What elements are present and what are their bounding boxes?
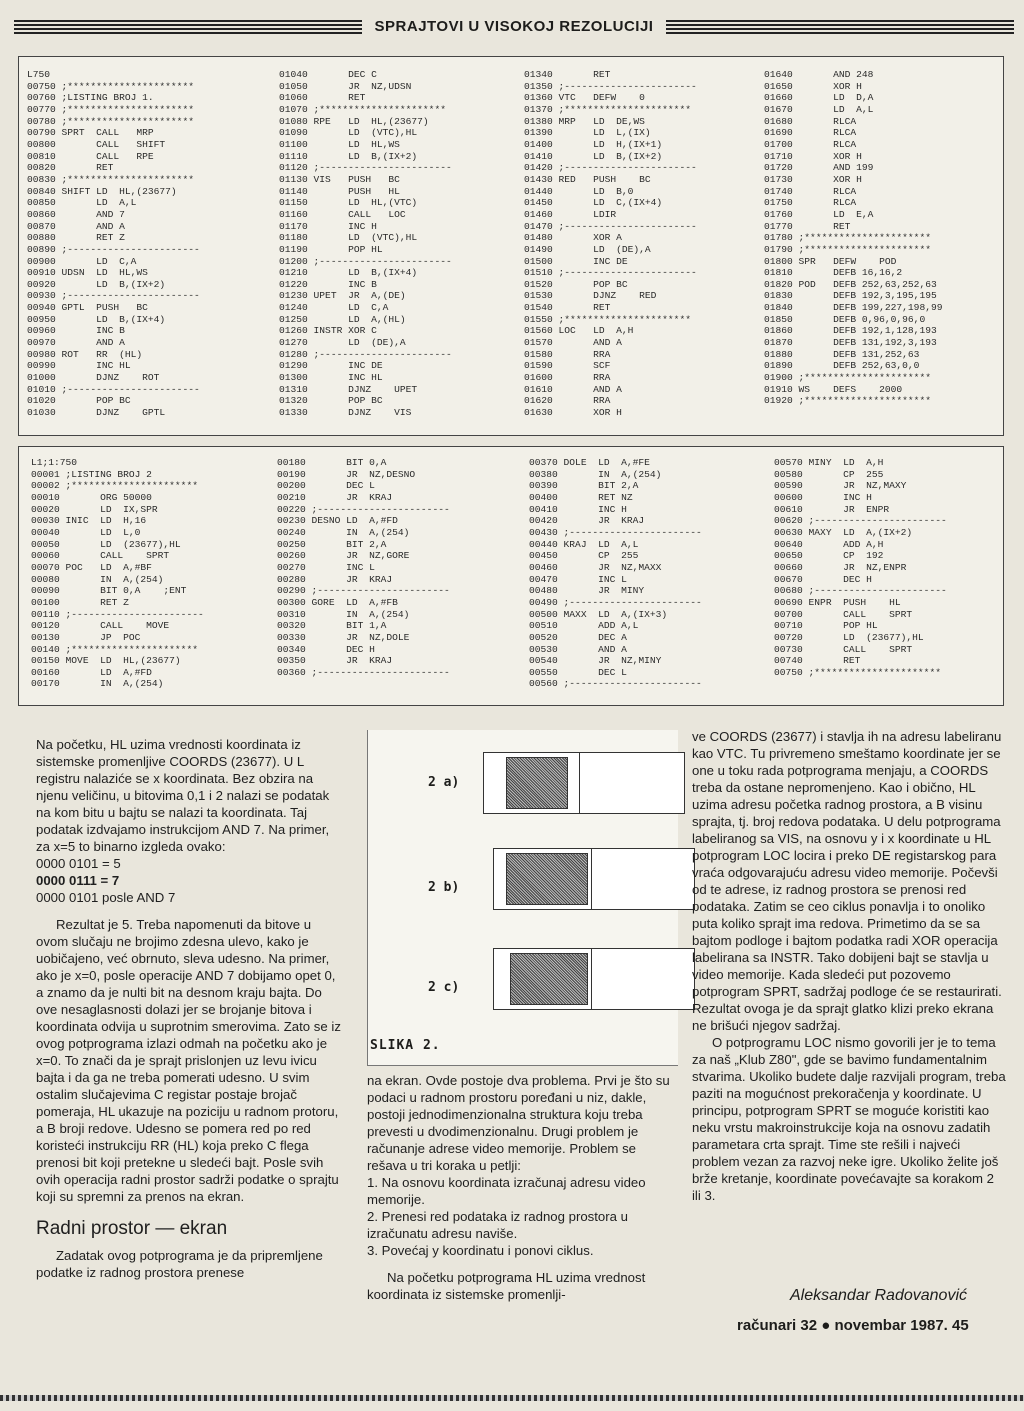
code-line: 00050 LD (23677),HL [31,538,181,550]
code-line: 01360 VTC DEFW 0 [524,92,645,104]
code-line: 01460 LDIR [524,208,617,220]
code-line: 00430 ;----------------------- [529,526,702,538]
code-line: 00790 SPRT CALL MRP [27,127,154,139]
code-line: 01050 JR NZ,UDSN [279,80,412,92]
code-line: 01690 RLCA [764,127,857,139]
code-line: 00220 ;----------------------- [277,503,450,515]
code-line: 01270 LD (DE),A [279,337,406,349]
code-line: 01210 LD B,(IX+4) [279,267,418,279]
code-line: 01580 RRA [524,348,611,360]
code-line: 00510 ADD A,L [529,620,639,632]
code-line: 01070 ;********************** [279,103,446,115]
code-line: L1;1:750 [31,457,78,468]
code-line: 00040 LD L,0 [31,526,141,538]
code-line: 01400 LD H,(IX+1) [524,138,663,150]
code-line: 00130 JP POC [31,631,141,643]
code-line: 00340 DEC H [277,643,375,655]
code-line: 00660 JR NZ,ENPR [774,561,907,573]
code-line: 00890 ;----------------------- [27,243,200,255]
code-line: 01010 ;----------------------- [27,383,200,395]
code-line: 01160 CALL LOC [279,208,406,220]
code-line: 00860 AND 7 [27,208,125,220]
code-line: 00640 ADD A,H [774,538,884,550]
article-title: SPRAJTOVI U VISOKOJ REZOLUCIJI [374,18,654,35]
code-line: 00080 IN A,(254) [31,573,164,585]
code-line: 01300 INC HL [279,372,383,384]
header-rule-left [14,20,362,34]
binary-line-bold: 0000 0111 = 7 [36,873,120,888]
code-line: 00500 MAXX LD A,(IX+3) [529,608,668,620]
code-line: 00190 JR NZ,DESNO [277,468,416,480]
listing-2-column-3 [529,457,702,690]
paragraph: Na početku, HL uzima vrednosti koordinata iz sistemske promenljive COORDS (23677). U L registru nalaziće se x koordinata. Bez obzira na njenu veličinu, u bitovima 0,1 i 2 nalazi se podatak na kom bitu u bajtu se nalazi ta koordinata. Taj podatak izdvajamo instrukcijom AND 7. Na primer, za x=5 to binarno izgleda ovako: [36,737,330,854]
code-line: 01840 DEFB 199,227,198,99 [764,302,943,314]
listing-1-column-1 [27,69,200,419]
code-line: 00540 JR NZ,MINY [529,655,662,667]
code-line: 01420 ;----------------------- [524,162,697,174]
code-line: 01020 POP BC [27,395,131,407]
code-line: 00270 INC L [277,561,375,573]
code-line: 01850 DEFB 0,96,0,96,0 [764,313,926,325]
code-line: 00002 ;********************** [31,480,198,492]
listing-1-column-4 [764,69,942,407]
code-line: 01810 DEFB 16,16,2 [764,267,903,279]
figure-slika-2 [367,730,678,1066]
code-line: 00070 POC LD A,#BF [31,561,152,573]
code-line: 01510 ;----------------------- [524,267,697,279]
code-line: 00930 ;----------------------- [27,290,200,302]
page-footer: računari 32 ● novembar 1987. 45 [737,1317,969,1334]
code-line: 00590 JR NZ,MAXY [774,480,907,492]
text-column-right [692,728,1006,1204]
code-line: 01310 DJNZ UPET [279,383,418,395]
listing-2-column-2 [277,457,450,678]
listing-2-column-4 [774,457,947,678]
list-item: 2. Prenesi red podataka iz radnog prostora u izračunatu adresu naviše. [367,1209,628,1241]
code-line: 01620 RRA [524,395,611,407]
code-line: 00780 ;********************** [27,115,194,127]
code-line: 00880 RET Z [27,232,125,244]
code-line: 01370 ;********************** [524,103,691,115]
code-line: 01900 ;********************** [764,372,931,384]
binary-line: 0000 0101 = 5 [36,856,121,871]
code-line: 00570 MINY LD A,H [774,457,884,468]
code-line: 00650 CP 192 [774,550,884,562]
code-line: 01490 LD (DE),A [524,243,651,255]
code-line: 00850 LD A,L [27,197,137,209]
list-item: 1. Na osnovu koordinata izračunaj adresu video memorije. [367,1175,646,1207]
code-line: 00960 INC B [27,325,125,337]
code-line: 00230 DESNO LD A,#FD [277,515,398,527]
text-column-middle [367,1072,679,1303]
code-line: 00280 JR KRAJ [277,573,393,585]
code-line: 00200 DEC L [277,480,375,492]
list-item: 3. Povećaj y koordinatu i ponovi ciklus. [367,1243,594,1258]
code-line: 00020 LD IX,SPR [31,503,158,515]
code-line: 01380 MRP LD DE,WS [524,115,645,127]
code-line: 00250 BIT 2,A [277,538,387,550]
code-line: 00900 LD C,A [27,255,137,267]
code-line: 00310 IN A,(254) [277,608,410,620]
code-line: 01780 ;********************** [764,232,931,244]
code-line: 00830 ;********************** [27,173,194,185]
code-line: 00210 JR KRAJ [277,491,393,503]
code-line: 00680 ;----------------------- [774,585,947,597]
code-line: 00800 CALL SHIFT [27,138,166,150]
code-line: 00750 ;********************** [27,80,194,92]
code-line: 00840 SHIFT LD HL,(23677) [27,185,177,197]
code-line: 01220 INC B [279,278,377,290]
code-line: 00010 ORG 50000 [31,491,152,503]
code-line: 00090 BIT 0,A ;ENT [31,585,187,597]
code-line: 01890 DEFB 252,63,0,0 [764,360,920,372]
code-line: 01560 LOC LD A,H [524,325,634,337]
code-line: 01880 DEFB 131,252,63 [764,348,920,360]
code-line: 00700 CALL SPRT [774,608,913,620]
code-line: 00420 JR KRAJ [529,515,645,527]
code-line: 00550 DEC L [529,666,627,678]
code-line: 00910 UDSN LD HL,WS [27,267,148,279]
listing-2-column-1 [31,457,204,690]
code-line: 00470 INC L [529,573,627,585]
paragraph: O potprogramu LOC nismo govorili jer je to tema za naš „Klub Z80", gde se bavimo fundamentalnim stvarima. Ukoliko budete dalje razvijali program, treba paziti na mogućnost prekoračenja y koordinate. U principu, potprogram SPRT se moguće koristiti kao neku vrstu makroinstrukcije koja na osnovu zadatih parametara crta sprajt. Time ste rešili i najveći problem vezan za razvoj neke igre. Ukoliko želite još brže kretanje, koordinate povećavajte sa korakom 2 ili 3. [692,1035,1006,1203]
code-line: 01390 LD L,(IX) [524,127,651,139]
figure-panel-b [493,848,695,910]
paragraph: Na početku potprograma HL uzima vrednost koordinata iz sistemske promenlji- [367,1270,646,1302]
code-line: 00600 INC H [774,491,872,503]
code-line: 00450 CP 255 [529,550,639,562]
code-line: 00750 ;********************** [774,666,941,678]
code-line: 01800 SPR DEFW POD [764,255,897,267]
binary-line: 0000 0101 posle AND 7 [36,890,176,905]
code-line: 01610 AND A [524,383,622,395]
code-line: 00390 BIT 2,A [529,480,639,492]
code-line: 00100 RET Z [31,596,129,608]
page-header [14,16,1014,42]
code-line: 00560 ;----------------------- [529,678,702,690]
code-line: 00030 INIC LD H,16 [31,515,147,527]
code-line: 00290 ;----------------------- [277,585,450,597]
code-line: 01530 DJNZ RED [524,290,657,302]
code-line: 00380 IN A,(254) [529,468,662,480]
code-line: 01120 ;----------------------- [279,162,452,174]
code-line: 01140 PUSH HL [279,185,400,197]
code-line: 01550 ;********************** [524,313,691,325]
code-line: 01040 DEC C [279,69,377,80]
code-line: 01440 LD B,0 [524,185,634,197]
listing-1-column-3 [524,69,697,419]
code-line: 01230 UPET JR A,(DE) [279,290,406,302]
code-line: 01430 RED PUSH BC [524,173,651,185]
code-line: 00580 CP 255 [774,468,884,480]
author-signature: Aleksandar Radovanović [790,1287,967,1304]
code-line: 00440 KRAJ LD A,L [529,538,639,550]
code-line: 01590 SCF [524,360,611,372]
code-line: 00870 AND A [27,220,125,232]
code-line: 00970 AND A [27,337,125,349]
code-line: 00630 MAXY LD A,(IX+2) [774,526,913,538]
code-line: 01700 RLCA [764,138,857,150]
code-line: 01280 ;----------------------- [279,348,452,360]
code-line: 00620 ;----------------------- [774,515,947,527]
code-line: 01650 XOR H [764,80,862,92]
code-line: 00520 DEC A [529,631,627,643]
code-line: 00480 JR MINY [529,585,645,597]
header-rule-right [666,20,1014,34]
code-line: 00730 CALL SPRT [774,643,913,655]
code-line: 01680 RLCA [764,115,857,127]
code-line: 01520 POP BC [524,278,628,290]
code-line: 01450 LD C,(IX+4) [524,197,663,209]
code-line: 01570 AND A [524,337,622,349]
code-line: 01920 ;********************** [764,395,931,407]
code-line: 00110 ;----------------------- [31,608,204,620]
code-line: 00770 ;********************** [27,103,194,115]
code-line: 01200 ;----------------------- [279,255,452,267]
bottom-rule [0,1395,1024,1401]
paragraph: Zadatak ovog potprograma je da pripremljene podatke iz radnog prostora prenese [36,1248,323,1280]
code-line: 00330 JR NZ,DOLE [277,631,410,643]
code-line: 00300 GORE LD A,#FB [277,596,398,608]
code-line: 01100 LD HL,WS [279,138,400,150]
code-line: 00320 BIT 1,A [277,620,387,632]
code-line: 01330 DJNZ VIS [279,407,412,419]
code-line: 00940 GPTL PUSH BC [27,302,148,314]
code-line: 00980 ROT RR (HL) [27,348,143,360]
code-line: 00720 LD (23677),HL [774,631,924,643]
code-line: 01790 ;********************** [764,243,931,255]
code-line: 01710 XOR H [764,150,862,162]
paragraph: Rezultat je 5. Treba napomenuti da bitove u ovom slučaju ne brojimo zdesna ulevo, kako je uobičajeno, već obrnuto, sleva udesno. Na primer, ako je x=0, posle operacije AND 7 dobijamo opet 0, a znamo da je nulti bit na desnom kraju bajta. Do ove nesaglasnosti dolazi jer se brojanje bitova i koordinata odvija u suprotnim smerovima. Zato se iz ovog potprograma izlazi odmah na početku ako je x=0. To znači da je sprajt prislonjen uz levu ivicu bajta i da ga ne treba pomerati udesno. U svim ostalim slučajevima C registar postaje brojač pomeraja, HL ukazuje na poziciju u radnom protoru, a B broji redove. Udesno se pomera red po red koristeći instrukciju RR (HL) koja preko C flega prenosi bit koji pretekne u sledeći bajt. Posle svih ovih operacija radni prostor sadrži podatke o sprajtu koji su spremni za prenos na ekran. [36,917,341,1204]
code-line: 00120 CALL MOVE [31,620,170,632]
code-line: 01090 LD (VTC),HL [279,127,418,139]
code-line: 01290 INC DE [279,360,383,372]
text-column-left [36,736,341,1281]
figure-panel-c [493,948,695,1010]
code-line: 00240 IN A,(254) [277,526,410,538]
code-line: 01820 POD DEFB 252,63,252,63 [764,278,937,290]
figure-caption: SLIKA 2. [370,1038,441,1053]
subheading: Radni prostor — ekran [36,1218,228,1239]
code-line: 01080 RPE LD HL,(23677) [279,115,429,127]
code-line: 00530 AND A [529,643,627,655]
code-line: 01170 INC H [279,220,377,232]
code-line: 01770 RET [764,220,851,232]
code-line: 00001 ;LISTING BROJ 2 [31,468,152,480]
code-line: L750 [27,69,51,80]
code-line: 01000 DJNZ ROT [27,372,160,384]
code-line: 00350 JR KRAJ [277,655,393,667]
code-line: 00610 JR ENPR [774,503,890,515]
code-line: 01250 LD A,(HL) [279,313,406,325]
listing-2-box [18,446,1004,706]
figure-label-c: 2 c) [428,980,460,995]
code-line: 00410 INC H [529,503,627,515]
code-line: 00140 ;********************** [31,643,198,655]
code-line: 00060 CALL SPRT [31,550,170,562]
code-line: 00460 JR NZ,MAXX [529,561,662,573]
code-line: 00990 INC HL [27,360,131,372]
code-line: 01740 RLCA [764,185,857,197]
code-line: 01130 VIS PUSH BC [279,173,400,185]
code-line: 00690 ENPR PUSH HL [774,596,901,608]
code-line: 00820 RET [27,162,114,174]
code-line: 00740 RET [774,655,861,667]
code-line: 00490 ;----------------------- [529,596,702,608]
code-line: 01670 LD A,L [764,103,874,115]
code-line: 00370 DOLE LD A,#FE [529,457,650,468]
code-line: 01350 ;----------------------- [524,80,697,92]
code-line: 00760 ;LISTING BROJ 1. [27,92,154,104]
code-line: 00950 LD B,(IX+4) [27,313,166,325]
code-line: 01640 AND 248 [764,69,874,80]
figure-label-a: 2 a) [428,775,460,790]
code-line: 00360 ;----------------------- [277,666,450,678]
code-line: 01660 LD D,A [764,92,874,104]
code-line: 01500 INC DE [524,255,628,267]
code-line: 01630 XOR H [524,407,622,419]
paragraph: na ekran. Ovde postoje dva problema. Prvi je što su podaci u radnom prostoru poređani u niz, dakle, postoji jednodimenzionalna struktura koju treba prevesti u dvodimenzionalnu. Drugi problem je računanje adrese video memorije. Problem se rešava u tri koraka u petlji: [367,1073,670,1173]
code-line: 00810 CALL RPE [27,150,154,162]
code-line: 01600 RRA [524,372,611,384]
code-line: 01470 ;----------------------- [524,220,697,232]
figure-panel-a [483,752,685,814]
code-line: 01180 LD (VTC),HL [279,232,418,244]
code-line: 00400 RET NZ [529,491,633,503]
code-line: 01110 LD B,(IX+2) [279,150,418,162]
code-line: 01540 RET [524,302,611,314]
code-line: 00160 LD A,#FD [31,666,152,678]
code-line: 01860 DEFB 192,1,128,193 [764,325,937,337]
code-line: 01760 LD E,A [764,208,874,220]
code-line: 00170 IN A,(254) [31,678,164,690]
code-line: 01750 RLCA [764,197,857,209]
code-line: 00180 BIT 0,A [277,457,387,468]
code-line: 01240 LD C,A [279,302,389,314]
listing-1-box [18,56,1004,436]
code-line: 01190 POP HL [279,243,383,255]
code-line: 00710 POP HL [774,620,878,632]
code-line: 01340 RET [524,69,611,80]
code-line: 01910 WS DEFS 2000 [764,383,903,395]
code-line: 01150 LD HL,(VTC) [279,197,418,209]
code-line: 01480 XOR A [524,232,622,244]
listing-1-column-2 [279,69,452,419]
code-line: 01830 DEFB 192,3,195,195 [764,290,937,302]
code-line: 01730 XOR H [764,173,862,185]
code-line: 00150 MOVE LD HL,(23677) [31,655,181,667]
paragraph: ve COORDS (23677) i stavlja ih na adresu labeliranu kao VTC. Tu privremeno smeštamo koordinate jer se one u toku rada potprograma menjaju, a COORDS treba da ostane nepromenjeno. Kao i obično, HL uzima adresu početka radnog prostora, a B visinu sprajta, tj. broj redova podataka. U delu potprograma labeliranog sa VIS, na osnovu y i x koordinate u HL potprogram LOC locira i preko DE registarskog para vraća odgovarajuću adresu video memorije. Počevši od te adrese, iz radnog prostora se prenosi red podataka. Zatim se ceo ciklus ponavlja i to onoliko puta koliko sprajt ima redova. Primetimo da se sa bajtom podloge i bajtom podatka radi XOR operacija labelirana sa INSTR. Tako dobijeni bajt se stavlja u video memorije. Kada sledeći put pozovemo potprogram SPRT, sadržaj podloge će se restaurirati. Rezultat ovoga je da sprajt glatko klizi preko ekrana ne brišući njegov sadržaj. [692,729,1002,1033]
code-line: 00920 LD B,(IX+2) [27,278,166,290]
code-line: 00260 JR NZ,GORE [277,550,410,562]
code-line: 01870 DEFB 131,192,3,193 [764,337,937,349]
code-line: 01720 AND 199 [764,162,874,174]
code-line: 01030 DJNZ GPTL [27,407,166,419]
figure-label-b: 2 b) [428,880,460,895]
code-line: 01320 POP BC [279,395,383,407]
code-line: 01060 RET [279,92,366,104]
code-line: 00670 DEC H [774,573,872,585]
code-line: 01260 INSTR XOR C [279,325,377,337]
code-line: 01410 LD B,(IX+2) [524,150,663,162]
